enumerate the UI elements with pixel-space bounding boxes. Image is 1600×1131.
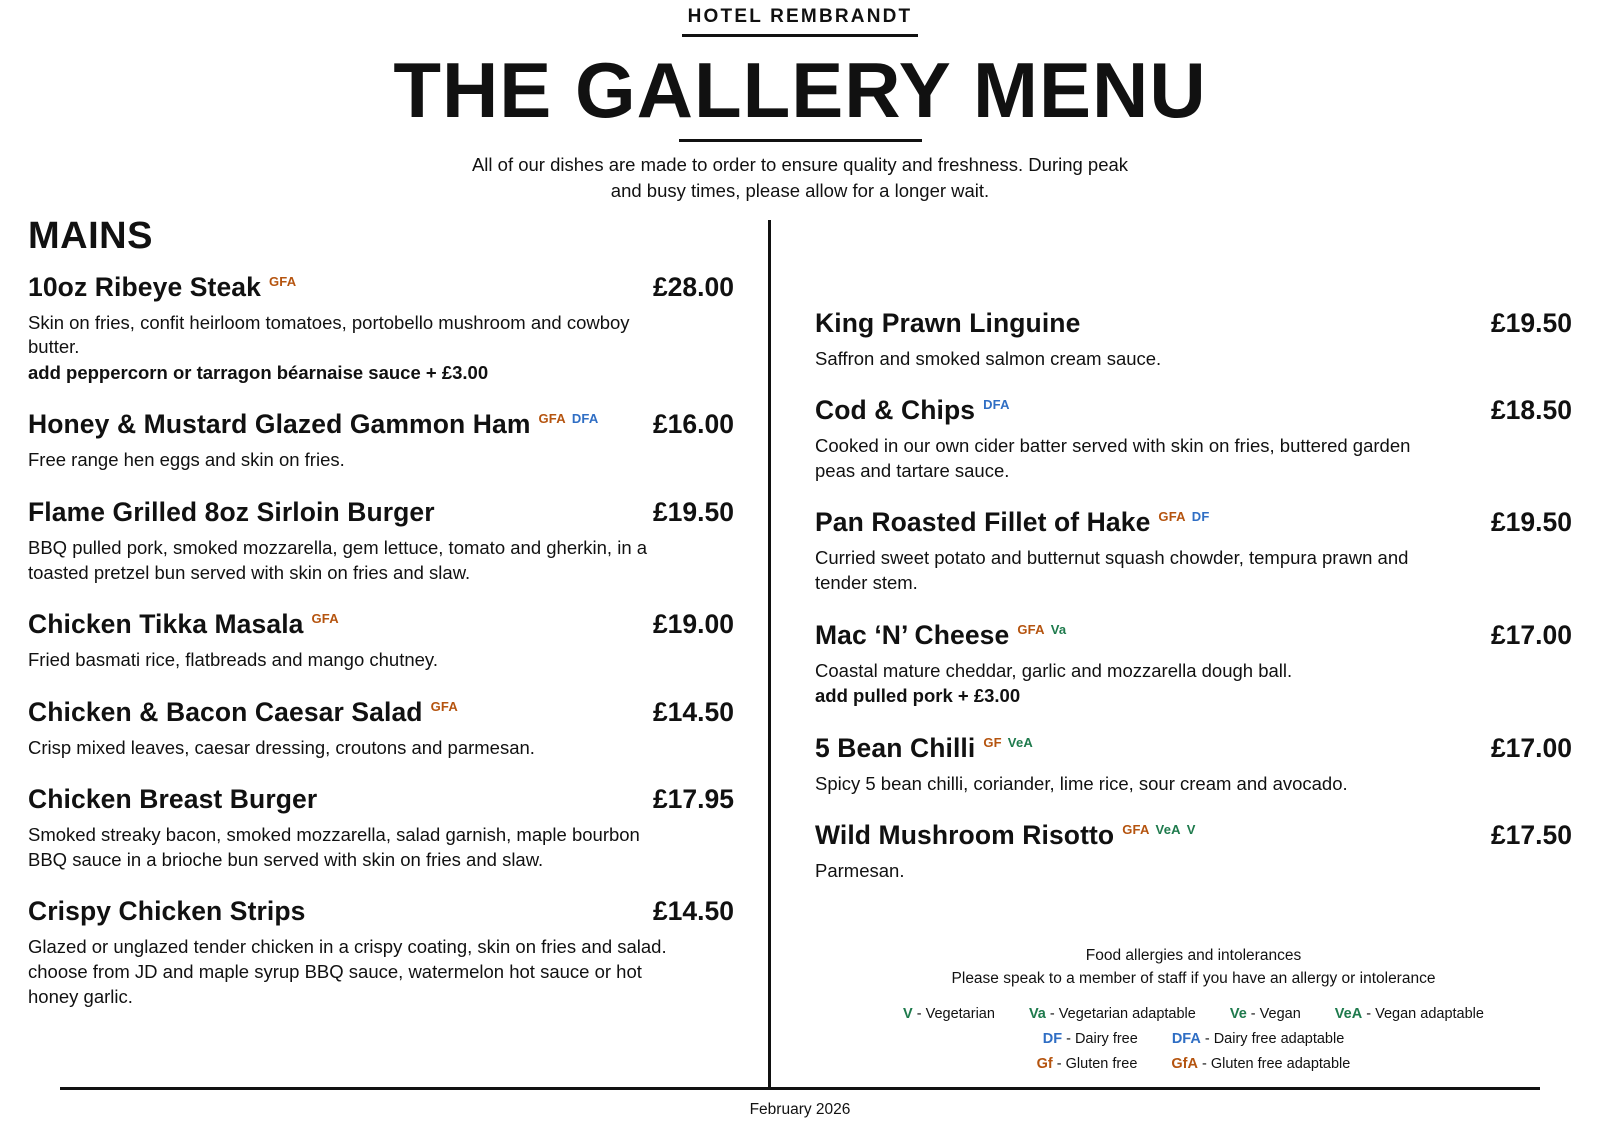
- allergy-information: [815, 944, 1572, 1076]
- menu-item-name-wrap: [28, 697, 458, 728]
- menu-item-name: 10oz Ribeye Steak: [28, 271, 261, 302]
- menu-item: [815, 395, 1572, 483]
- menu-item-name: Pan Roasted Fillet of Hake: [815, 507, 1151, 538]
- dietary-tag: GFA: [1158, 509, 1186, 525]
- menu-item-price: £17.00: [1490, 619, 1572, 650]
- menu-item-price: £14.50: [652, 896, 734, 927]
- allergy-key-row: [815, 1002, 1572, 1027]
- menu-item: [815, 733, 1572, 797]
- menu-item-header: [28, 697, 734, 728]
- allergy-key-item: [1335, 1002, 1484, 1027]
- menu-item-name: Mac ‘N’ Cheese: [815, 619, 1010, 650]
- menu-item-name-wrap: [815, 733, 1033, 764]
- menu-item-price: £17.50: [1490, 820, 1572, 851]
- allergy-key-row: [815, 1027, 1572, 1052]
- menu-item-name-wrap: [28, 609, 339, 640]
- menu-item-price: £16.00: [652, 409, 734, 440]
- menu-column-left: [28, 272, 768, 1077]
- allergy-title: Food allergies and intolerances: [1085, 946, 1302, 964]
- dietary-tag: GFA: [311, 611, 339, 627]
- menu-item-name: Honey & Mustard Glazed Gammon Ham: [28, 409, 531, 440]
- menu-item-name-wrap: [815, 308, 1080, 339]
- menu-item-header: [28, 409, 734, 440]
- dietary-tag: Va: [1050, 621, 1067, 637]
- menu-item-name: Chicken Tikka Masala: [28, 609, 304, 640]
- dietary-tag: VeA: [1007, 734, 1033, 750]
- menu-item-tags: [1122, 822, 1195, 837]
- menu-item: [28, 697, 734, 761]
- menu-item-description: Cooked in our own cider batter served with skin on fries, buttered garden peas and tartare sauce.: [815, 435, 1411, 481]
- title-divider: [679, 139, 922, 142]
- menu-sheet: [0, 215, 1600, 1077]
- menu-item-price: £19.50: [1490, 307, 1572, 338]
- allergy-key-code: V: [903, 1006, 913, 1023]
- menu-item-price: £17.95: [652, 784, 734, 815]
- hotel-name: HOTEL REMBRANDT: [682, 6, 919, 37]
- allergy-key-label: - Vegetarian: [916, 1006, 995, 1023]
- menu-item-header: [815, 395, 1572, 426]
- menu-item-description: Saffron and smoked salmon cream sauce.: [815, 347, 1162, 369]
- allergy-key-item: [1172, 1027, 1344, 1052]
- menu-column-right: [771, 272, 1572, 1077]
- menu-item-name: Wild Mushroom Risotto: [815, 820, 1115, 851]
- allergy-key-item: [1043, 1027, 1138, 1052]
- menu-item-description: BBQ pulled pork, smoked mozzarella, gem lettuce, tomato and gherkin, in a toasted pretzel bun served with skin on fries and slaw.: [28, 536, 648, 583]
- menu-item: [815, 308, 1572, 372]
- menu-item-name-wrap: [28, 272, 296, 303]
- menu-item-description: Crisp mixed leaves, caesar dressing, croutons and parmesan.: [28, 736, 535, 758]
- menu-item-addon: add peppercorn or tarragon béarnaise sauce + £3.00: [28, 361, 489, 383]
- allergy-key-label: - Dairy free: [1066, 1031, 1138, 1048]
- allergy-key-item: [1037, 1052, 1138, 1077]
- menu-item: [815, 507, 1572, 595]
- dietary-tag: DFA: [983, 397, 1010, 413]
- menu-item-tags: [431, 699, 458, 714]
- menu-item-name-wrap: [815, 507, 1209, 538]
- menu-item-name-wrap: [815, 395, 1010, 426]
- allergy-key-item: [1029, 1002, 1196, 1027]
- menu-item-header: [815, 820, 1572, 851]
- menu-item: [28, 497, 734, 585]
- menu-item-header: [28, 272, 734, 303]
- menu-item-price: £19.50: [652, 496, 734, 527]
- menu-item-tags: [269, 274, 296, 289]
- menu-item-addon: add pulled pork + £3.00: [815, 685, 1021, 707]
- menu-item-name-wrap: [28, 896, 306, 927]
- menu-item-name: Chicken Breast Burger: [28, 784, 318, 815]
- allergy-key-code: GfA: [1171, 1055, 1198, 1072]
- allergy-key-code: Va: [1028, 1006, 1046, 1023]
- allergy-key-label: - Gluten free: [1056, 1055, 1138, 1072]
- dietary-tag: V: [1186, 822, 1196, 838]
- menu-item-header: [28, 497, 734, 528]
- menu-item-header: [815, 507, 1572, 538]
- menu-item-price: £18.50: [1490, 395, 1572, 426]
- menu-item-name-wrap: [28, 409, 598, 440]
- allergy-key-label: - Vegetarian adaptable: [1049, 1006, 1196, 1023]
- menu-item-price: £19.00: [652, 609, 734, 640]
- allergy-key-code: Gf: [1036, 1055, 1053, 1072]
- menu-item: [28, 272, 734, 386]
- menu-item-description: Coastal mature cheddar, garlic and mozzarella dough ball.: [815, 659, 1293, 681]
- menu-item-tags: [538, 411, 598, 426]
- menu-item-description: Smoked streaky bacon, smoked mozzarella, salad garnish, maple bourbon BBQ sauce in a brioche bun served with skin on fries and slaw.: [28, 824, 640, 870]
- dietary-tag: GFA: [538, 411, 566, 427]
- menu-item: [28, 896, 734, 1009]
- menu-item-name: Chicken & Bacon Caesar Salad: [28, 696, 423, 727]
- allergy-key-label: - Vegan adaptable: [1366, 1006, 1484, 1023]
- allergy-key-code: VeA: [1334, 1006, 1363, 1023]
- menu-item-description: Parmesan.: [815, 860, 905, 882]
- menu-item-header: [815, 308, 1572, 339]
- menu-item-price: £28.00: [652, 271, 734, 302]
- menu-item: [28, 609, 734, 673]
- menu-item-name: Cod & Chips: [815, 395, 976, 426]
- page-footer: [0, 1087, 1600, 1131]
- menu-item-header: [28, 896, 734, 927]
- menu-item-header: [28, 784, 734, 815]
- menu-item-name: Crispy Chicken Strips: [28, 896, 306, 927]
- menu-item-tags: [1017, 622, 1066, 637]
- menu-item-description: Spicy 5 bean chilli, coriander, lime rice, sour cream and avocado.: [815, 772, 1348, 794]
- allergy-key-item: [1171, 1052, 1350, 1077]
- menu-item-description: Glazed or unglazed tender chicken in a crispy coating, skin on fries and salad. choose from JD and maple syrup BBQ sauce, watermelon hot sauce or hot honey garlic.: [28, 936, 667, 1007]
- menu-item-tags: [312, 611, 339, 626]
- menu-item: [28, 784, 734, 872]
- menu-item-header: [815, 620, 1572, 651]
- section-heading-mains: MAINS: [28, 214, 153, 257]
- menu-item-name-wrap: [815, 620, 1066, 651]
- allergy-key-label: - Dairy free adaptable: [1204, 1031, 1345, 1048]
- menu-item-price: £17.00: [1490, 732, 1572, 763]
- menu-item-name-wrap: [815, 820, 1196, 851]
- menu-item-price: £19.50: [1490, 507, 1572, 538]
- menu-item-price: £14.50: [652, 696, 734, 727]
- dietary-tag: GFA: [430, 698, 458, 714]
- allergy-key-label: - Vegan: [1250, 1006, 1301, 1023]
- dietary-tag: GFA: [268, 273, 297, 289]
- dietary-tag: DF: [1191, 509, 1210, 525]
- allergy-subtitle: Please speak to a member of staff if you have an allergy or intolerance: [951, 970, 1436, 988]
- menu-item-description: Free range hen eggs and skin on fries.: [28, 449, 345, 471]
- allergy-key: [815, 1002, 1572, 1076]
- menu-item-header: [815, 733, 1572, 764]
- menu-item-description: Curried sweet potato and butternut squash chowder, tempura prawn and tender stem.: [815, 547, 1409, 593]
- allergy-key-row: [815, 1052, 1572, 1077]
- menu-item: [815, 820, 1572, 884]
- allergy-key-item: [903, 1002, 995, 1027]
- menu-item-name: Flame Grilled 8oz Sirloin Burger: [28, 496, 435, 527]
- allergy-key-code: DFA: [1171, 1031, 1201, 1048]
- intro-text: All of our dishes are made to order to ensure quality and freshness. During peak and busy times, please allow for a longer wait.: [471, 154, 1129, 202]
- menu-item-tags: [983, 735, 1033, 750]
- menu-item: [28, 409, 734, 473]
- dietary-tag: DFA: [571, 411, 599, 427]
- allergy-key-code: Ve: [1229, 1006, 1247, 1023]
- dietary-tag: GF: [983, 734, 1002, 750]
- footer-date: February 2026: [749, 1101, 851, 1118]
- dietary-tag: GFA: [1122, 822, 1150, 838]
- dietary-tag: GFA: [1017, 621, 1045, 637]
- menu-item: [815, 620, 1572, 709]
- menu-item-name: 5 Bean Chilli: [815, 732, 976, 763]
- menu-columns: [28, 272, 1572, 1077]
- page-title: THE GALLERY MENU: [393, 46, 1207, 134]
- menu-item-name: King Prawn Linguine: [815, 307, 1081, 338]
- allergy-key-code: DF: [1042, 1031, 1063, 1048]
- menu-item-description: Skin on fries, confit heirloom tomatoes, portobello mushroom and cowboy butter.: [28, 311, 630, 358]
- menu-item-tags: [1158, 509, 1209, 524]
- menu-item-description: Fried basmati rice, flatbreads and mango chutney.: [28, 649, 438, 671]
- menu-item-name-wrap: [28, 784, 317, 815]
- allergy-key-label: - Gluten free adaptable: [1202, 1055, 1351, 1072]
- allergy-key-item: [1230, 1002, 1301, 1027]
- dietary-tag: VeA: [1155, 822, 1181, 838]
- menu-header: [0, 0, 1600, 205]
- menu-item-name-wrap: [28, 497, 435, 528]
- menu-item-tags: [983, 397, 1010, 412]
- menu-item-header: [28, 609, 734, 640]
